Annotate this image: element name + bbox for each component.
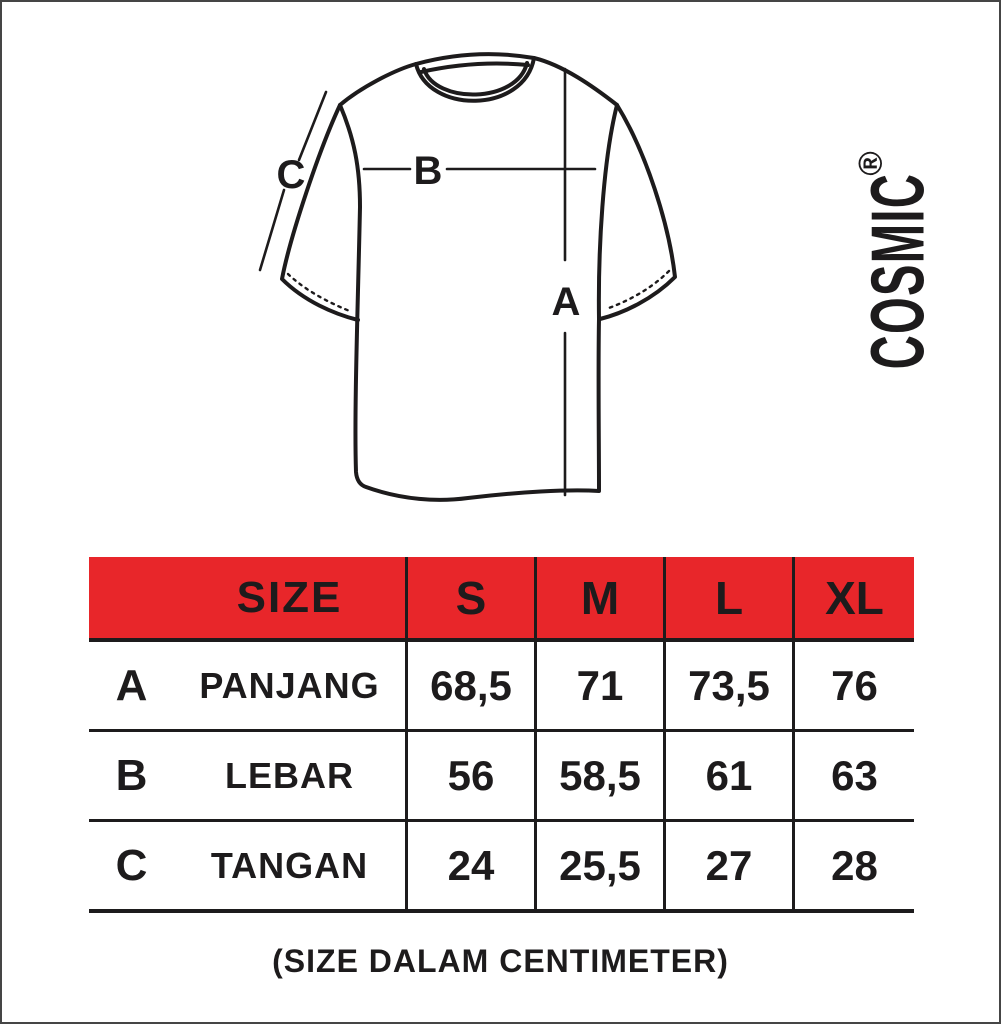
header-size-label: SIZE (236, 572, 343, 622)
value-cell: 28 (792, 822, 914, 909)
tshirt-diagram (227, 27, 752, 537)
value-cell: 61 (663, 732, 792, 819)
value-cell: 56 (405, 732, 534, 819)
caption: (SIZE DALAM CENTIMETER) (272, 943, 729, 979)
value-cell: 24 (405, 822, 534, 909)
header-col-l: L (663, 557, 792, 638)
row-key: C (115, 840, 148, 890)
value-cell: 68,5 (405, 642, 534, 729)
value-cell: 58,5 (534, 732, 663, 819)
left-sleeve (282, 105, 358, 320)
measurement-label-b: B (413, 149, 443, 193)
header-col-m: M (534, 557, 663, 638)
row-label-cell (89, 642, 405, 729)
row-label-cell (89, 822, 405, 909)
row-name: LEBAR (225, 754, 354, 796)
brand-logo-text: COSMIC (855, 172, 939, 370)
header-size-cell (89, 557, 405, 638)
brand-logo (851, 151, 939, 370)
header-col-xl: XL (792, 557, 914, 638)
header-col-s: S (405, 557, 534, 638)
table-row-panjang (89, 642, 914, 732)
row-label-cell (89, 732, 405, 819)
registered-mark: ® (851, 151, 888, 176)
measurement-label-c: C (276, 153, 306, 197)
tshirt-body-outline (340, 54, 617, 500)
value-cell: 25,5 (534, 822, 663, 909)
value-cell: 71 (534, 642, 663, 729)
table-row-tangan (89, 822, 914, 913)
table-row-lebar (89, 732, 914, 822)
value-cell: 76 (792, 642, 914, 729)
value-cell: 27 (663, 822, 792, 909)
row-key: B (115, 750, 148, 800)
row-name: TANGAN (210, 844, 369, 886)
collar-back-line (421, 64, 528, 72)
row-name: PANJANG (199, 664, 380, 706)
size-table (89, 557, 914, 913)
size-table-header (89, 557, 914, 642)
measurement-label-a: A (551, 280, 581, 324)
value-cell: 63 (792, 732, 914, 819)
value-cell: 73,5 (663, 642, 792, 729)
row-key: A (115, 660, 148, 710)
